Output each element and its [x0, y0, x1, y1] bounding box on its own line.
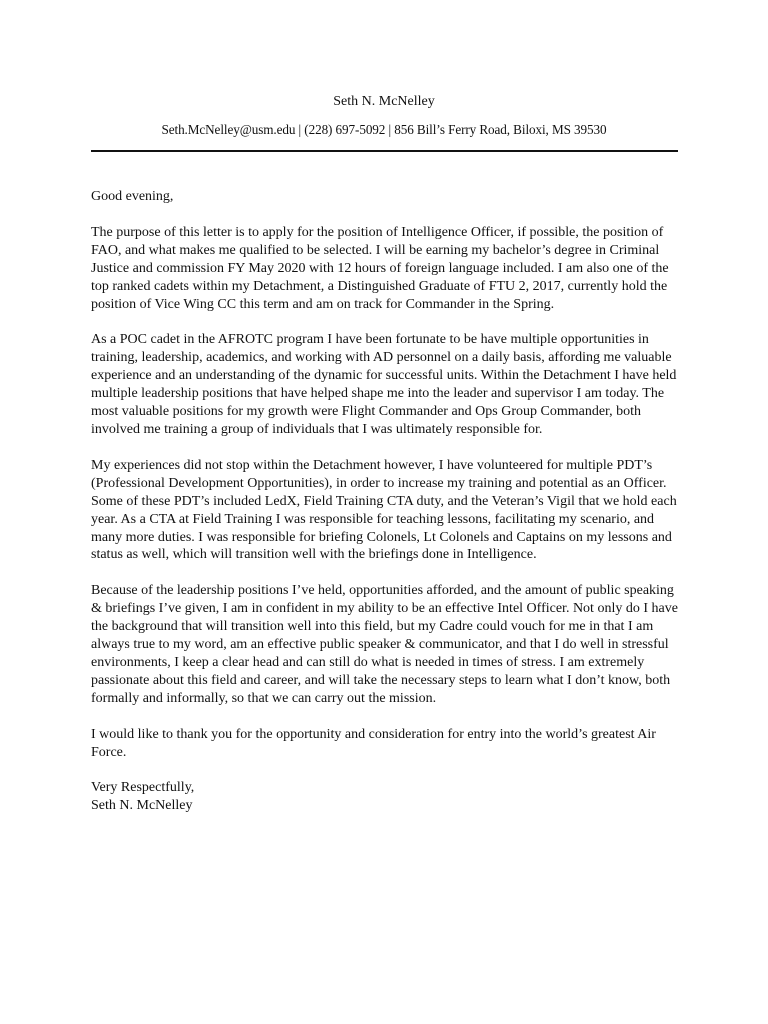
closing: Very Respectfully,: [91, 780, 195, 796]
header-divider: [91, 150, 678, 152]
signature-name: Seth N. McNelley: [91, 798, 193, 814]
paragraph-experience: As a POC cadet in the AFROTC program I have been fortunate to be have multiple opportunities in training, leadership, academics, and working with AD personnel on a daily basis, affording me valuable experience and an understanding of the dynamic for successful units. Within the Detachment I have held multiple leadership positions that have helped shape me into the leader and supervisor I am today. The most valuable positions for my growth were Flight Commander and Ops Group Commander, both involved me training a group of individuals that I was ultimately responsible for.: [91, 332, 677, 437]
paragraph-purpose: The purpose of this letter is to apply for the position of Intelligence Officer, if possible, the position of FAO, and what makes me qualified to be selected. I will be earning my bachelor’s degree in Criminal Justice and commission FY May 2020 with 12 hours of foreign language included. I am also one of the top ranked cadets within my Detachment, a Distinguished Graduate of FTU 2, 2017, currently hold the position of Vice Wing CC this term and am on track for Commander in the Spring.: [91, 224, 669, 312]
paragraph-volunteering: My experiences did not stop within the Detachment however, I have volunteered for multiple PDT’s (Professional Development Opportunities), in order to increase my training and potential as an Officer. Some of these PDT’s included LedX, Field Training CTA duty, and the Veteran’s Vigil that we hold each year. As a CTA at Field Training I was responsible for teaching lessons, facilitating my scenario, and many more duties. I was responsible for briefing Colonels, Lt Colonels and Captains on my lessons and status as well, which will transition well with the briefings done in Intelligence.: [91, 457, 677, 563]
letterhead-name: Seth N. McNelley: [333, 94, 435, 109]
greeting: Good evening,: [91, 189, 174, 204]
letterhead-contact: Seth.McNelley@usm.edu | (228) 697-5092 | 856 Bill’s Ferry Road, Biloxi, MS 39530: [161, 122, 607, 137]
paragraph-qualifications: Because of the leadership positions I’ve held, opportunities afforded, and the amount of public speaking & briefings I’ve given, I am in confident in my ability to be an effective Intel Officer. Not only do I have the background that will transition well into this field, but my Cadre could vouch for me in that I am always true to my word, am an effective public speaker & communicator, and that I do well in stressful environments, I keep a clear head and can still do what is needed in times of stress. I am extremely passionate about this field and career, and will take the necessary steps to learn what I don’t know, both formally and informally, so that we can carry out the mission.: [91, 583, 678, 706]
letter-body: [91, 188, 687, 815]
paragraph-thanks: I would like to thank you for the opportunity and consideration for entry into the world’s greatest Air Force.: [91, 726, 656, 760]
